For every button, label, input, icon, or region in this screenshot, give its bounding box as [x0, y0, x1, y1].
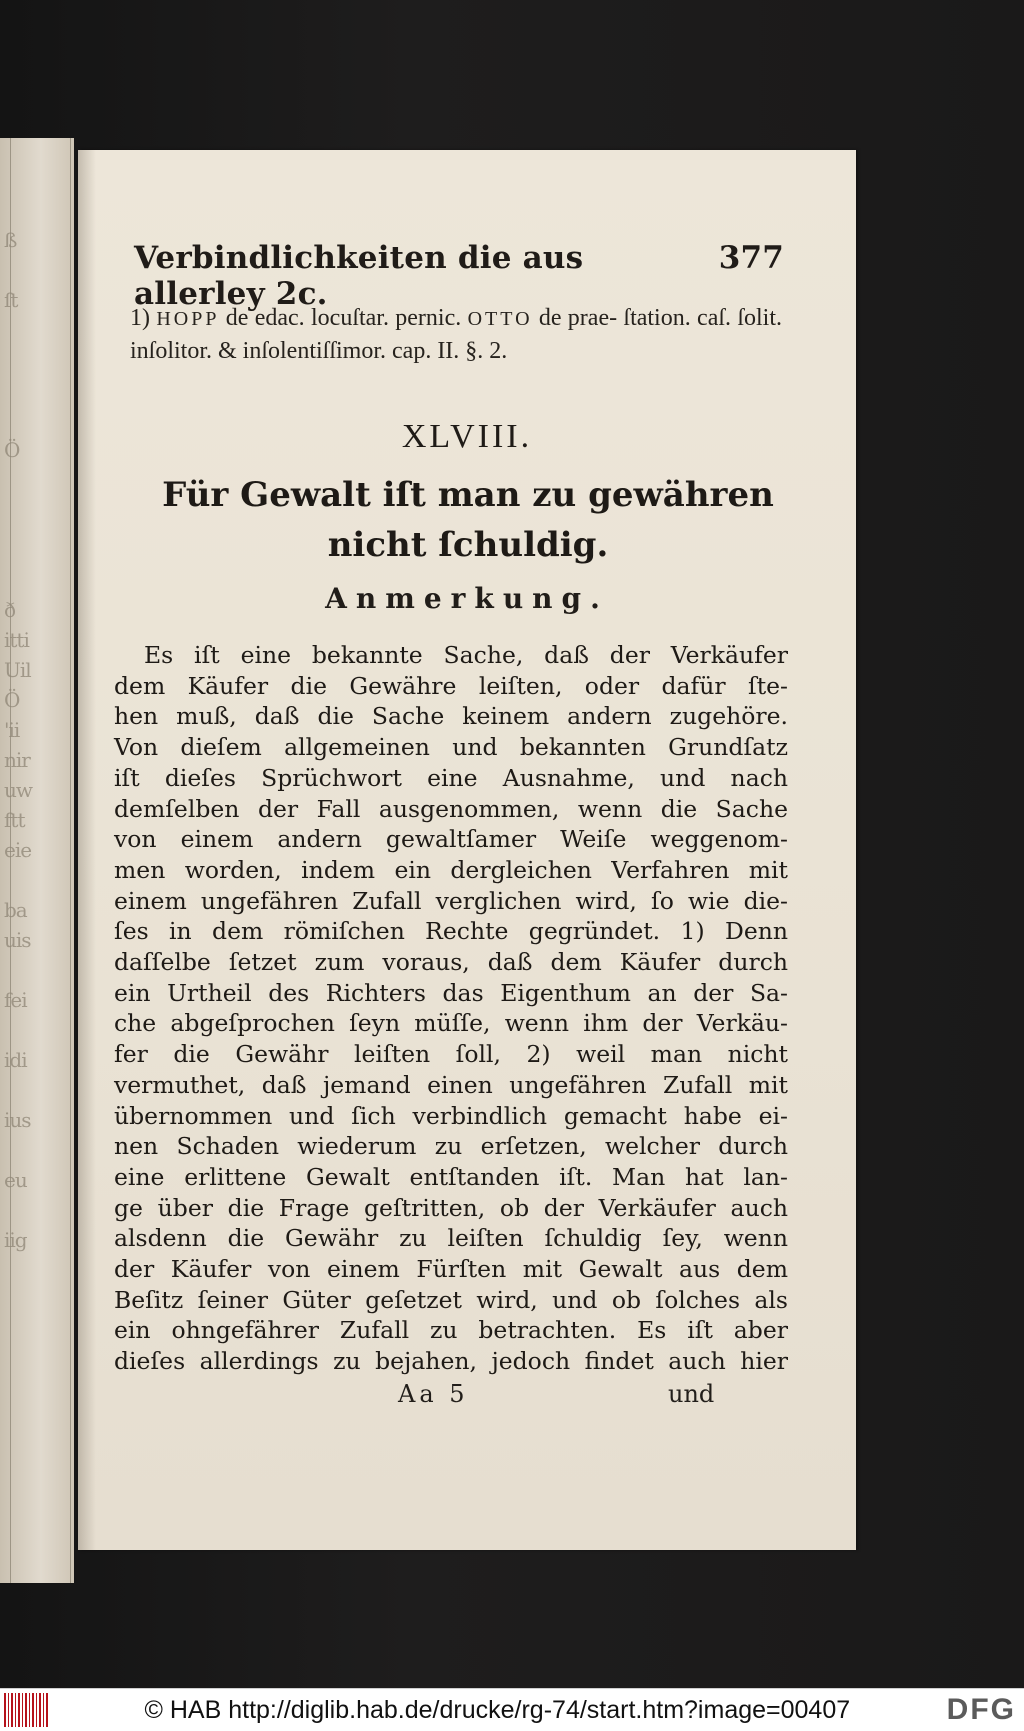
facing-page-edge: [0, 138, 74, 1583]
body-line: che abgeſprochen ſeyn müſſe, wenn ihm der Verkäu-: [114, 1009, 788, 1038]
book-page: [78, 150, 856, 1550]
bleed-through-mark: Ö: [4, 438, 20, 462]
footnote-text: de edac. locuſtar. pernic.: [225, 305, 462, 331]
body-line: ſes in dem römiſchen Rechte gegründet. 1) Denn: [114, 917, 788, 946]
body-line: übernommen und ſich verbindlich gemacht habe ei-: [114, 1101, 788, 1130]
bleed-through-mark: ius: [4, 1108, 31, 1132]
bleed-through-mark: ſt: [4, 288, 18, 312]
body-line: ge über die Frage geſtritten, ob der Verkäufer auch: [114, 1193, 788, 1222]
body-line: iſt dieſes Sprüchwort eine Ausnahme, und nach: [114, 763, 788, 792]
bleed-through-mark: uw: [4, 778, 32, 802]
footnote-author-otto: OTTO: [467, 308, 533, 330]
binding-shadow: [78, 150, 96, 1550]
body-line: ein Urtheil des Richters das Eigenthum an der Sa-: [114, 978, 788, 1007]
body-text: [114, 640, 788, 1377]
signature-mark: Aa 5: [398, 1380, 469, 1408]
footnote-author-hopp: HOPP: [156, 308, 220, 330]
section-label: Anmerkung.: [325, 582, 609, 615]
running-head-title: Verbindlichkeiten die aus allerley 2c.: [134, 240, 584, 312]
bleed-through-mark: iig: [4, 1228, 27, 1252]
bleed-through-mark: ba: [4, 898, 27, 922]
body-line: alsdenn die Gewähr zu leiſten ſchuldig ſey, wenn: [114, 1224, 788, 1253]
bleed-through-mark: itti: [4, 628, 29, 652]
footer-credit: © HAB http://diglib.hab.de/drucke/rg-74/start.htm?image=00407: [144, 1695, 851, 1724]
bleed-through-mark: uis: [4, 928, 31, 952]
footnote-text: de prae- ſtation. caſ. ſolit. inſolitor. & inſolentiſſimor. cap. II. §. 2.: [130, 305, 782, 364]
body-line: daſſelbe ſetzet zum voraus, daß dem Käufer durch: [114, 948, 788, 977]
barcode-icon: [4, 1693, 48, 1727]
page-number: 377: [718, 240, 784, 276]
dfg-logo: DFG: [946, 1693, 1016, 1726]
bleed-through-mark: idi: [4, 1048, 27, 1072]
page-edge-line: [70, 138, 71, 1583]
footnote-marker: 1): [130, 305, 150, 331]
bleed-through-mark: Uil: [4, 658, 31, 682]
body-line: men worden, indem ein dergleichen Verfahren mit: [114, 855, 788, 884]
body-line: Von dieſem allgemeinen und bekannten Grundſatz: [114, 733, 788, 762]
body-line: von einem andern gewaltſamer Weiſe weggenom-: [114, 825, 788, 854]
body-line: dem Käufer die Gewähre leiſten, oder dafür ſte-: [114, 671, 788, 700]
chapter-number: XLVIII.: [401, 418, 533, 455]
body-line: einem ungefähren Zufall verglichen wird, ſo wie die-: [114, 886, 788, 915]
footnote: [130, 302, 782, 367]
body-line: Es iſt eine bekannte Sache, daß der Verkäufer: [144, 641, 788, 669]
bleed-through-mark: ß: [4, 228, 17, 252]
body-line: hen muß, daß die Sache keinem andern zugehöre.: [114, 702, 788, 731]
body-line: Beſitz ſeiner Güter geſetzet wird, und ob ſolches als: [114, 1285, 788, 1314]
bleed-through-mark: Ö: [4, 688, 20, 712]
bleed-through-mark: nir: [4, 748, 30, 772]
bleed-through-mark: 'ii: [4, 718, 20, 742]
body-line: dieſes allerdings zu bejahen, jedoch findet auch hier: [114, 1347, 788, 1376]
bleed-through-mark: fei: [4, 988, 27, 1012]
bleed-through-mark: ð: [4, 598, 16, 622]
bleed-through-mark: eu: [4, 1168, 27, 1192]
bleed-through-mark: eie: [4, 838, 32, 862]
footer-bar: [0, 1688, 1024, 1731]
body-line: der Käufer von einem Fürſten mit Gewalt aus dem: [114, 1255, 788, 1284]
catchword: und: [668, 1380, 715, 1408]
body-line: vermuthet, daß jemand einen ungefähren Zufall mit: [114, 1070, 788, 1099]
body-line: demſelben der Fall ausgenommen, wenn die Sache: [114, 794, 788, 823]
bleed-through-mark: ftt: [4, 808, 25, 832]
chapter-title: Für Gewalt iſt man zu gewähren nicht ſchuldig.: [162, 475, 774, 565]
body-line: fer die Gewähr leiſten ſoll, 2) weil man nicht: [114, 1040, 788, 1069]
body-line: nen Schaden wiederum zu erſetzen, welcher durch: [114, 1132, 788, 1161]
body-line: ein ohngefährer Zufall zu betrachten. Es iſt aber: [114, 1316, 788, 1345]
body-line: eine erlittene Gewalt entſtanden iſt. Man hat lan-: [114, 1162, 788, 1191]
